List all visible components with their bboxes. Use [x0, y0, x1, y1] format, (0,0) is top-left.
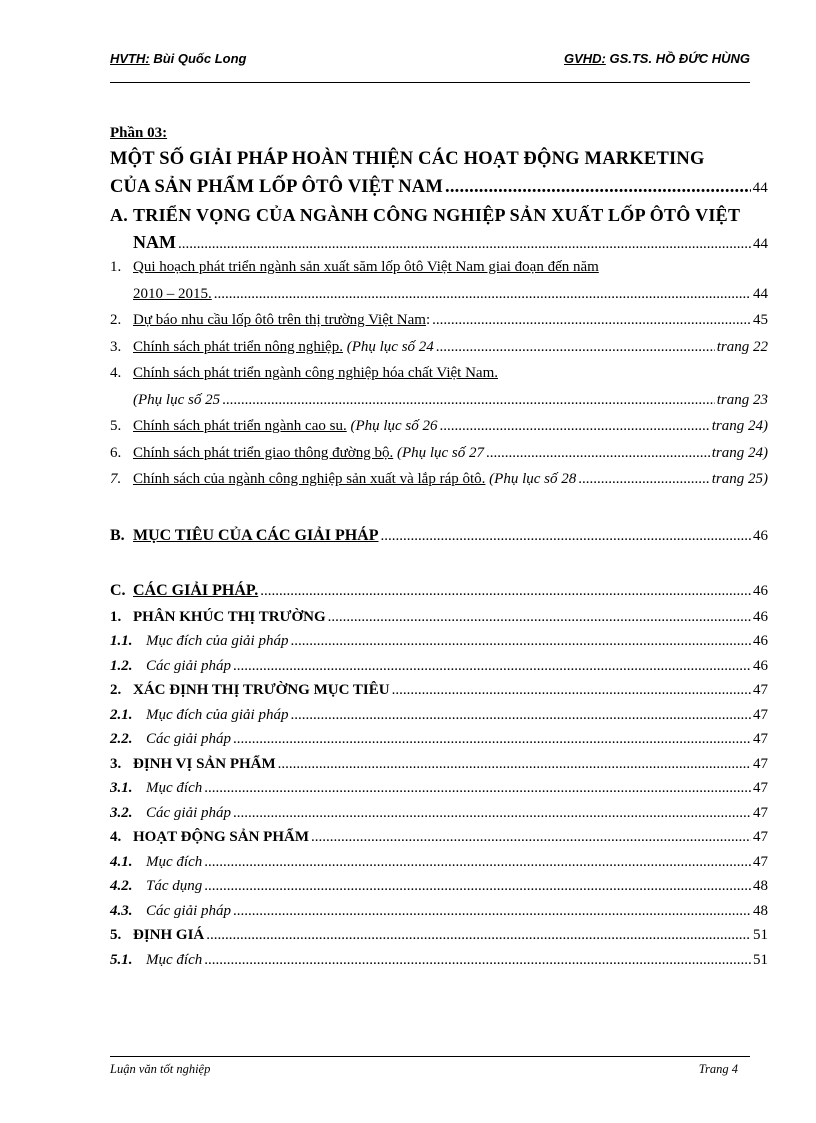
- toc-entry: [110, 609, 768, 634]
- toc-subentry: [110, 805, 768, 830]
- appendix-note: (Phụ lục số 26: [346, 418, 438, 434]
- page-number: 44: [753, 236, 768, 252]
- page-number: 47: [753, 853, 768, 870]
- page-number: 47: [753, 755, 768, 772]
- toc-subentry: [110, 878, 768, 903]
- student-name: Bùi Quốc Long: [149, 51, 247, 66]
- item-title-cont: 2010 – 2015.: [133, 285, 212, 302]
- entry-number: 1.: [110, 608, 122, 625]
- dot-leader: [204, 854, 751, 871]
- page-number: 47: [753, 706, 768, 723]
- section-a-title: TRIỂN VỌNG CỦA NGÀNH CÔNG NGHIỆP SẢN XUẤT LỐP ÔTÔ VIỆT: [133, 205, 741, 225]
- entry-number: 4.2.: [110, 878, 133, 894]
- page-number: 48: [753, 878, 768, 894]
- entry-number: 4.: [110, 829, 122, 845]
- page-number: 47: [753, 731, 768, 747]
- section-letter: C.: [110, 582, 126, 599]
- dot-leader: [233, 805, 751, 822]
- header-rule: [110, 82, 750, 83]
- part-title-line1: MỘT SỐ GIẢI PHÁP HOÀN THIỆN CÁC HOẠT ĐỘNG MARKETING: [110, 149, 705, 169]
- entry-number: 3.: [110, 755, 122, 772]
- toc-entry-a1-line1: [110, 259, 768, 286]
- footer-page-number: Trang 4: [698, 1062, 738, 1076]
- page-number: 46: [753, 633, 768, 649]
- toc-entry-section-c: [110, 582, 768, 609]
- entry-title: Tác dụng: [146, 878, 203, 894]
- spacer: [110, 498, 768, 527]
- page-number: 46: [753, 608, 768, 625]
- dot-leader: [436, 339, 715, 356]
- dot-leader: [328, 609, 751, 626]
- toc-entry-a4: [110, 392, 768, 419]
- student-label: HVTH:: [110, 51, 150, 66]
- entry-title: XÁC ĐỊNH THỊ TRƯỜNG MỤC TIÊU: [133, 682, 390, 698]
- toc-subentry: [110, 854, 768, 879]
- dot-leader: [260, 583, 751, 600]
- item-title: Chính sách phát triển ngành cao su.: [133, 418, 347, 434]
- page-number: 47: [753, 804, 768, 821]
- toc-entry-a2: [110, 312, 768, 339]
- entry-number: 4.3.: [110, 902, 133, 919]
- toc-entry-part-title: [110, 177, 768, 205]
- toc-entry-a1: [110, 286, 768, 313]
- toc-entry-a6: [110, 445, 768, 472]
- entry-title: Các giải pháp: [146, 731, 231, 747]
- toc-entry: [110, 927, 768, 952]
- dot-leader: [486, 445, 710, 462]
- dot-leader: [392, 682, 751, 699]
- entry-number: 5.: [110, 927, 122, 943]
- dot-leader: [233, 731, 751, 748]
- toc-entry-a4-line1: [110, 365, 768, 392]
- page-number: 45: [753, 312, 768, 328]
- entry-title: Mục đích: [146, 951, 203, 968]
- toc-entry: [110, 756, 768, 781]
- entry-title: Mục đích: [146, 780, 203, 796]
- dot-leader: [204, 952, 751, 969]
- entry-number: 2.: [110, 682, 122, 698]
- item-title: Dự báo nhu cầu lốp ôtô trên thị trường Việt Nam: [133, 312, 426, 328]
- dot-leader: [432, 312, 751, 329]
- appendix-note: (Phụ lục số 25: [133, 391, 221, 408]
- entry-title: Các giải pháp: [146, 902, 231, 919]
- page-number: trang 24): [711, 444, 768, 461]
- item-number: 1.: [110, 259, 122, 275]
- page-number: 47: [753, 682, 768, 698]
- dot-leader: [204, 780, 751, 797]
- entry-title: HOẠT ĐỘNG SẢN PHẨM: [133, 829, 309, 845]
- entry-number: 2.1.: [110, 706, 133, 723]
- advisor-label: GVHD:: [563, 51, 606, 66]
- toc-subentry: [110, 658, 768, 683]
- toc-entry-section-b: [110, 527, 768, 554]
- page-number: 46: [753, 583, 768, 599]
- item-number: 5.: [110, 418, 122, 434]
- page-number: 47: [753, 829, 768, 845]
- section-letter: A.: [110, 205, 129, 225]
- entry-number: 3.2.: [110, 804, 133, 821]
- item-number: 4.: [110, 365, 122, 381]
- page-number: trang 25): [711, 471, 768, 487]
- section-c-title: CÁC GIẢI PHÁP.: [133, 582, 259, 599]
- appendix-note: (Phụ lục số 24: [342, 338, 434, 355]
- toc-subentry: [110, 952, 768, 977]
- entry-title: PHÂN KHÚC THỊ TRƯỜNG: [133, 608, 326, 625]
- page-number: trang 24): [711, 418, 768, 434]
- dot-leader: [214, 286, 751, 303]
- entry-title: Mục đích: [146, 853, 203, 870]
- spacer: [110, 553, 768, 582]
- page-number: 44: [753, 285, 768, 302]
- section-c-entries: [110, 609, 768, 977]
- table-of-contents: [110, 125, 768, 976]
- entry-title: Mục đích của giải pháp: [146, 633, 289, 649]
- item-title: Chính sách phát triển giao thông đường bộ.: [133, 444, 394, 461]
- toc-entry-a3: [110, 339, 768, 366]
- part-title-line2: CỦA SẢN PHẨM LỐP ÔTÔ VIỆT NAM: [110, 177, 444, 197]
- item-title: Qui hoạch phát triển ngành sản xuất săm lốp ôtô Việt Nam giai đoạn đến năm: [133, 259, 599, 275]
- entry-number: 4.1.: [110, 853, 133, 870]
- entry-title: Các giải pháp: [146, 804, 231, 821]
- entry-number: 5.1.: [110, 951, 133, 968]
- dot-leader: [578, 471, 710, 488]
- advisor-name: GS.TS. HỒ ĐỨC HÙNG: [605, 51, 750, 66]
- page-number: 51: [753, 927, 768, 943]
- appendix-note: (Phụ lục số 28: [485, 471, 577, 487]
- advisor-info: [564, 51, 750, 66]
- dot-leader: [445, 177, 751, 198]
- toc-entry-section-a: [110, 232, 768, 259]
- item-number: 6.: [110, 444, 122, 461]
- dot-leader: [222, 392, 715, 409]
- dot-leader: [204, 878, 751, 895]
- page-number: 44: [752, 180, 768, 196]
- dot-leader: [290, 707, 751, 724]
- part-label: Phần 03:: [110, 125, 168, 141]
- page-number: 51: [753, 951, 768, 968]
- item-title: Chính sách phát triển nông nghiệp.: [133, 338, 343, 355]
- entry-title: Các giải pháp: [146, 657, 231, 674]
- dot-leader: [381, 528, 752, 545]
- item-number: 2.: [110, 312, 122, 328]
- item-title: Chính sách của ngành công nghiệp sản xuất và lắp ráp ôtô.: [133, 471, 486, 487]
- section-a-line1: [110, 205, 768, 232]
- toc-subentry: [110, 707, 768, 732]
- dot-leader: [233, 658, 751, 675]
- item-punct: :: [425, 312, 431, 328]
- entry-number: 1.2.: [110, 657, 133, 674]
- section-letter: B.: [110, 526, 125, 544]
- dot-leader: [178, 236, 751, 253]
- toc-subentry: [110, 903, 768, 928]
- entry-number: 3.1.: [110, 780, 133, 796]
- item-title: Chính sách phát triển ngành công nghiệp hóa chất Việt Nam.: [133, 365, 498, 381]
- toc-entry: [110, 829, 768, 854]
- page-number: 46: [753, 527, 768, 544]
- toc-entry-a5: [110, 418, 768, 445]
- entry-number: 1.1.: [110, 633, 133, 649]
- dot-leader: [278, 756, 751, 773]
- toc-entry-a7: [110, 471, 768, 498]
- item-number: 7.: [110, 471, 122, 487]
- section-b-title: MỤC TIÊU CỦA CÁC GIẢI PHÁP: [133, 526, 379, 544]
- footer-rule: [110, 1056, 750, 1057]
- toc-entry: [110, 682, 768, 707]
- entry-title: Mục đích của giải pháp: [146, 706, 289, 723]
- page-number: trang 23: [716, 391, 768, 408]
- page-number: 48: [753, 902, 768, 919]
- page-number: 47: [753, 780, 768, 796]
- footer-title: Luận văn tốt nghiệp: [110, 1062, 211, 1076]
- entry-title: ĐỊNH GIÁ: [133, 927, 205, 943]
- appendix-note: (Phụ lục số 27: [393, 444, 485, 461]
- dot-leader: [311, 829, 751, 846]
- student-info: [110, 51, 246, 66]
- toc-subentry: [110, 780, 768, 805]
- toc-subentry: [110, 731, 768, 756]
- dot-leader: [206, 927, 751, 944]
- section-a-title-cont: NAM: [133, 232, 176, 252]
- dot-leader: [440, 418, 710, 435]
- entry-number: 2.2.: [110, 731, 133, 747]
- entry-title: ĐỊNH VỊ SẢN PHẨM: [133, 755, 276, 772]
- item-number: 3.: [110, 338, 122, 355]
- toc-subentry: [110, 633, 768, 658]
- dot-leader: [233, 903, 751, 920]
- dot-leader: [290, 633, 751, 650]
- page-header: [110, 51, 750, 71]
- page-number: 46: [753, 657, 768, 674]
- page-number: trang 22: [716, 338, 768, 355]
